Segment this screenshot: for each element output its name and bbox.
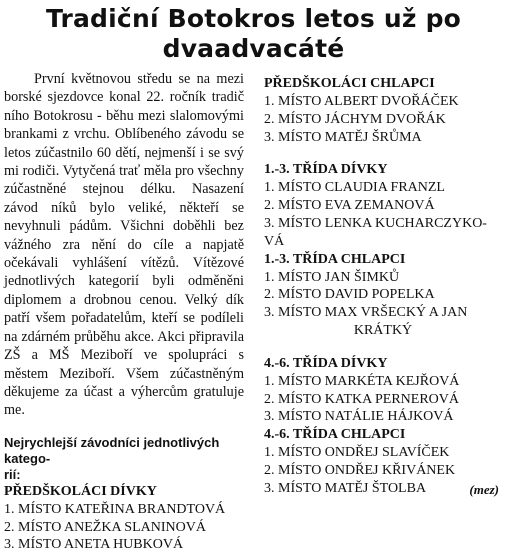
result-item: 2. MÍSTO EVA ZEMANOVÁ [264,198,435,214]
result-item: 2. MÍSTO ONDŘEJ KŘIVÁNEK [264,462,456,478]
body-line: níků bylo veliké, někteří se nevyhnuli [4,199,244,235]
author-signature: (mez) [469,482,499,497]
body-line: borské sjezdovce konal 22. ročník tradič [4,89,244,106]
body-line: me. [4,402,25,419]
body-line: Velký dík patří všem pořadatelům, kteří [4,291,244,327]
fastest-racers-heading-line-1: Nejrychlejší závodníci jednotlivých katego- [4,434,220,466]
result-item: 3. MÍSTO MAX VRŠECKÝ A JAN [264,305,468,321]
results-preschool-girls [4,483,244,554]
results-grade46-girls [264,355,502,426]
result-item: 2. MÍSTO ANEŽKA SLANINOVÁ [4,519,206,535]
body-line: brankami z vrchu. Oblíbeného závodu se [4,126,244,143]
body-line: děkujeme za účast a výhercům gratuluje [4,383,244,400]
body-line: vítězů. Vítězové jednotlivých kategorií byli [4,255,244,290]
result-item: 3. MÍSTO MATĚJ ŠTOLBA [264,480,427,496]
fastest-racers-heading-line-2: rií: [4,466,21,482]
spacer [264,146,502,161]
results-preschool-boys [264,75,502,146]
category-title: 4.-6. TŘÍDA DÍVKY [264,355,388,371]
results-grade13-girls [264,161,502,250]
result-item: 1. MÍSTO ALBERT DVOŘÁČEK [264,94,459,109]
body-line: zúčastněné stejnou délku. Nasazení závod [4,181,244,216]
right-column [264,75,502,498]
body-line: se podíleli na zdárném průběhu akce. Akci [4,310,244,345]
result-item: 1. MÍSTO MARKÉTA KEJŘOVÁ [264,373,460,389]
article-body [4,70,244,420]
category-title: 1.-3. TŘÍDA CHLAPCI [264,251,406,267]
result-item: 2. MÍSTO DAVID POPELKA [264,287,435,303]
result-item: 1. MÍSTO JAN ŠIMKŮ [264,269,400,285]
result-item: 2. MÍSTO JÁCHYM DVOŘÁK [264,111,446,127]
body-line: pádům. Všichni doběhli bez vážného zra [4,218,244,253]
result-item: 1. MÍSTO CLAUDIA FRANZL [264,180,445,196]
body-line: připravila ZŠ a MŠ Meziboří ve spolupráci [4,328,244,364]
category-title: 4.-6. TŘÍDA CHLAPCI [264,427,406,443]
category-title: 1.-3. TŘÍDA DÍVKY [264,162,388,178]
body-line: mi rodiči. Vytyčená trať měla pro všechny [4,163,244,180]
headline-line-1: Tradiční Botokros letos už po [45,4,462,33]
left-column [4,70,244,554]
result-item: KRÁTKÝ [353,322,413,338]
result-item: 1. MÍSTO ONDŘEJ SLAVÍČEK [264,445,450,461]
result-item: 1. MÍSTO KATEŘINA BRANDTOVÁ [4,501,226,517]
category-title: PŘEDŠKOLÁCI CHLAPCI [264,76,435,91]
result-item: 3. MÍSTO NATÁLIE HÁJKOVÁ [264,409,454,425]
result-item: 3. MÍSTO MATĚJ ŠRŮMA [264,129,422,145]
headline-line-2: dvaadvacáté [162,34,345,63]
spacer [264,340,502,355]
result-item: 2. MÍSTO KATKA PERNEROVÁ [264,391,459,407]
article-headline [0,4,507,64]
results-grade46-boys [264,426,502,497]
result-item: 3. MÍSTO ANETA HUBKOVÁ [4,537,184,553]
results-grade13-boys [264,251,502,340]
result-item: 3. MÍSTO LENKA KUCHARCZYKO- [264,215,487,231]
body-line: odměněni diplomem a drobnou cenou. [4,273,244,308]
body-line: s městem Meziboří. Všem zúčastněným [4,347,244,382]
body-line: nění do cíle a napjatě očekávali vyhlášení [4,236,244,272]
body-line: První květnovou středu se na mezi [34,71,244,87]
fastest-racers-heading [4,435,244,483]
category-title: PŘEDŠKOLÁCI DÍVKY [4,483,157,499]
body-line: ního Botokrosu - běhu mezi slalomovými [4,107,244,124]
result-item: VÁ [264,233,285,249]
body-line: letos zúčastnilo 60 dětí, nejmenší i se svý [4,144,244,161]
